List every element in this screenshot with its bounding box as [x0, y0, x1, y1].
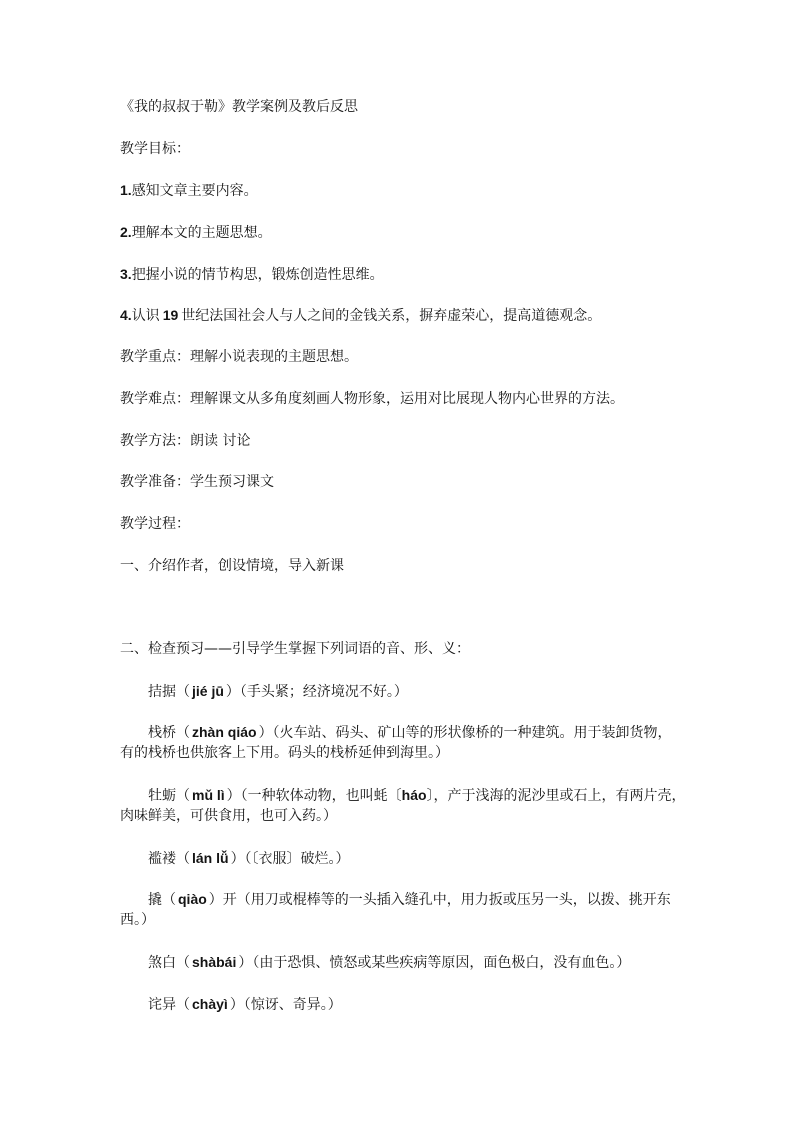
objective-number: 2.: [120, 224, 132, 241]
document-title: [120, 97, 720, 118]
process-heading-text: 教学过程：: [120, 515, 190, 532]
vocab-word: 栈桥（: [148, 725, 190, 742]
teaching-method-text: 教学方法：朗读 讨论: [120, 432, 251, 449]
vocabulary-item: [120, 994, 720, 1015]
key-point: [120, 347, 720, 368]
vocab-pinyin: chàyì: [192, 995, 228, 1012]
vocab-alt-pinyin: háo: [401, 787, 427, 803]
vocab-definition: ）开（用刀或棍棒等的一头插入缝孔中，用力扳或压另一头，以拨、挑开东: [208, 892, 671, 909]
vocabulary-item: [120, 952, 720, 973]
vocab-definition: ）（惊讶、奇异。）: [229, 996, 342, 1013]
objective-item: [120, 180, 720, 201]
objective-year: 19: [162, 307, 179, 324]
vocabulary-item: [120, 785, 720, 827]
objective-item: [120, 222, 720, 243]
vocab-word: 拮据（: [148, 683, 190, 700]
vocab-word: 褴褛（: [148, 850, 190, 867]
teaching-preparation-text: 教学准备：学生预习课文: [120, 474, 274, 491]
objective-item: [120, 264, 720, 285]
blank-paragraph: [120, 597, 720, 618]
teaching-preparation: [120, 472, 720, 493]
vocab-definition: 〕，产于浅海的泥沙里或石上，有两片壳，: [426, 788, 686, 804]
vocabulary-item: [120, 889, 720, 931]
process-step-1: [120, 556, 720, 577]
objective-number: 1.: [120, 182, 132, 199]
vocab-pinyin: qiào: [178, 891, 207, 908]
vocab-pinyin: lán lǚ: [192, 849, 229, 866]
objective-text: 世纪法国社会人与人之间的金钱关系，摒弃虚荣心，提高道德观念。: [181, 308, 602, 325]
process-step-2-text: 二、检查预习——引导学生掌握下列词语的音、形、义：: [120, 640, 470, 657]
objective-number: 4.: [120, 307, 132, 324]
title-text: 《我的叔叔于勒》教学案例及教后反思: [120, 99, 358, 115]
vocab-definition-cont: 有的栈桥也供旅客上下用。码头的栈桥延伸到海里。）: [120, 745, 449, 762]
vocab-pinyin: zhàn qiáo: [192, 724, 257, 741]
vocab-pinyin: mǔ lì: [192, 787, 225, 803]
vocab-definition: ）（一种软体动物，也叫蚝〔: [226, 788, 402, 804]
vocab-word: 牡蛎（: [148, 788, 190, 804]
vocab-word: 撬（: [148, 892, 176, 909]
vocab-pinyin: shàbái: [192, 954, 237, 971]
objective-text: 理解本文的主题思想。: [131, 225, 272, 242]
vocabulary-item: [120, 681, 720, 702]
objectives-heading-text: 教学目标：: [120, 140, 190, 157]
vocab-definition: ）（由于恐惧、愤怒或某些疾病等原因，面色极白，没有血色。）: [238, 955, 631, 972]
objective-text: 认识: [131, 308, 160, 325]
vocabulary-item: [120, 722, 720, 764]
vocab-definition-cont: 西。）: [120, 912, 155, 929]
objective-text: 把握小说的情节构思，锻炼创造性思维。: [131, 266, 384, 283]
vocab-definition: ）（手头紧；经济境况不好。）: [225, 683, 408, 700]
difficulty: [120, 389, 720, 410]
vocabulary-item: [120, 848, 720, 869]
vocab-definition-cont: 肉味鲜美，可供食用，也可入药。）: [120, 808, 337, 824]
process-step-2: [120, 639, 720, 660]
vocab-word: 煞白（: [148, 955, 190, 972]
objectives-heading: [120, 139, 720, 160]
process-step-1-text: 一、介绍作者，创设情境，导入新课: [120, 557, 344, 574]
difficulty-text: 教学难点：理解课文从多角度刻画人物形象，运用对比展现人物内心世界的方法。: [120, 390, 624, 407]
vocab-pinyin: jié jū: [192, 682, 224, 699]
teaching-method: [120, 431, 720, 452]
objective-text: 感知文章主要内容。: [131, 183, 258, 200]
key-point-text: 教学重点：理解小说表现的主题思想。: [120, 349, 358, 366]
vocab-definition: ）（火车站、码头、矿山等的形状像桥的一种建筑。用于装卸货物，: [258, 725, 672, 742]
objective-item: [120, 305, 720, 326]
process-heading: [120, 514, 720, 535]
vocab-definition: ）（〔衣服〕破烂。）: [230, 850, 350, 867]
document-page: [120, 97, 720, 1035]
vocab-word: 诧异（: [148, 996, 190, 1013]
objective-number: 3.: [120, 265, 132, 282]
